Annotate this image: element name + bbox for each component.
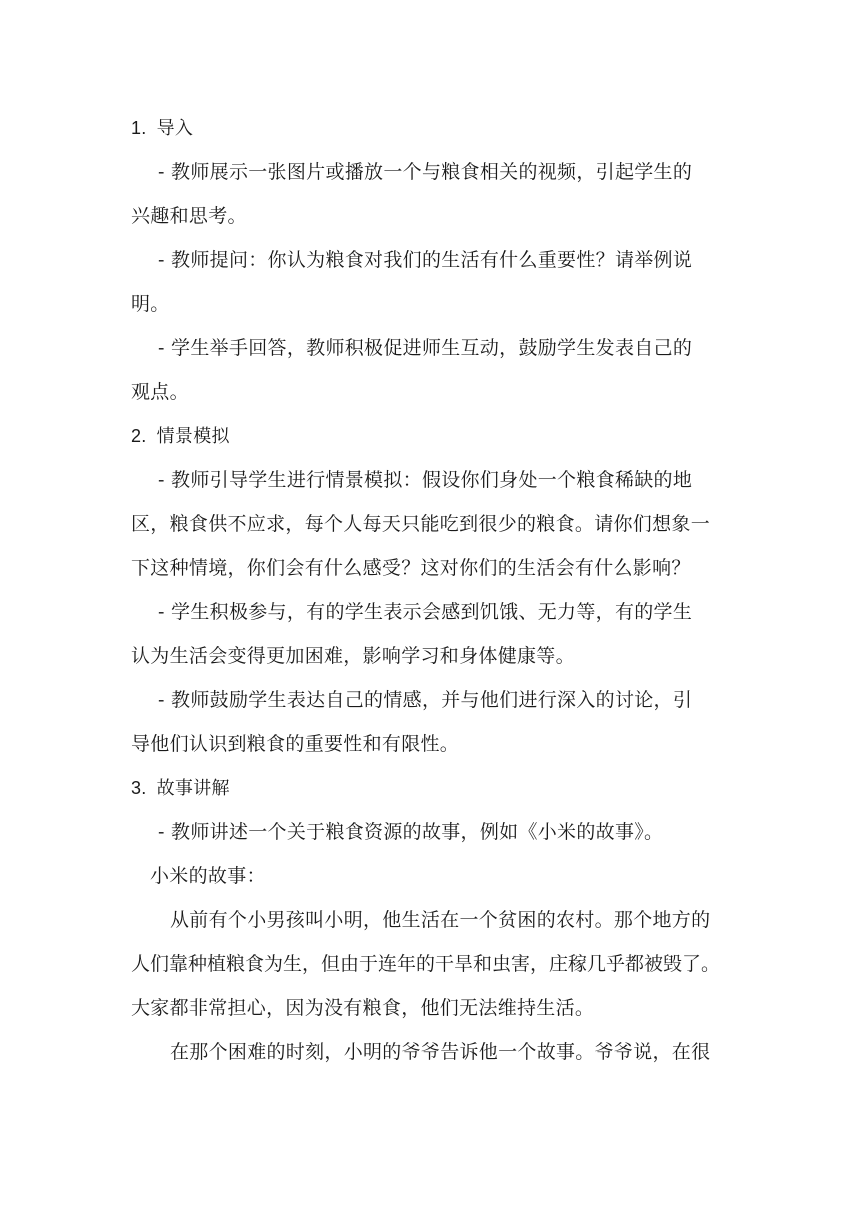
bullet-line: - 教师展示一张图片或播放一个与粮食相关的视频，引起学生的 bbox=[158, 161, 693, 183]
bullet-line: - 学生积极参与，有的学生表示会感到饥饿、无力等，有的学生 bbox=[158, 601, 693, 623]
text-line: 明。 bbox=[131, 293, 170, 315]
story-paragraph-line: 大家都非常担心，因为没有粮食，他们无法维持生活。 bbox=[131, 997, 595, 1019]
text-line: 下这种情境，你们会有什么感受？这对你们的生活会有什么影响？ bbox=[131, 557, 691, 579]
bullet-line: - 学生举手回答，教师积极促进师生互动，鼓励学生发表自己的 bbox=[158, 337, 693, 359]
text-line: 兴趣和思考。 bbox=[131, 205, 247, 227]
story-paragraph-line: 从前有个小男孩叫小明，他生活在一个贫困的农村。那个地方的 bbox=[170, 909, 711, 931]
story-paragraph-line: 在那个困难的时刻，小明的爷爷告诉他一个故事。爷爷说，在很 bbox=[170, 1041, 711, 1063]
story-paragraph-line: 人们靠种植粮食为生，但由于连年的干旱和虫害，庄稼几乎都被毁了。 bbox=[131, 953, 721, 975]
text-line: 认为生活会变得更加困难，影响学习和身体健康等。 bbox=[131, 645, 575, 667]
text-line: 观点。 bbox=[131, 381, 189, 403]
bullet-line: - 教师讲述一个关于粮食资源的故事，例如《小米的故事》。 bbox=[158, 821, 664, 843]
text-line: 区，粮食供不应求，每个人每天只能吃到很少的粮食。请你们想象一 bbox=[131, 513, 711, 535]
section-heading-2: 2. 情景模拟 bbox=[131, 426, 230, 447]
bullet-line: - 教师鼓励学生表达自己的情感，并与他们进行深入的讨论，引 bbox=[158, 689, 693, 711]
story-title: 小米的故事： bbox=[150, 865, 266, 887]
bullet-line: - 教师提问：你认为粮食对我们的生活有什么重要性？请举例说 bbox=[158, 249, 693, 271]
section-heading-3: 3. 故事讲解 bbox=[131, 778, 230, 799]
section-heading-1: 1. 导入 bbox=[131, 118, 194, 139]
text-line: 导他们认识到粮食的重要性和有限性。 bbox=[131, 733, 460, 755]
bullet-line: - 教师引导学生进行情景模拟：假设你们身处一个粮食稀缺的地 bbox=[158, 469, 693, 491]
